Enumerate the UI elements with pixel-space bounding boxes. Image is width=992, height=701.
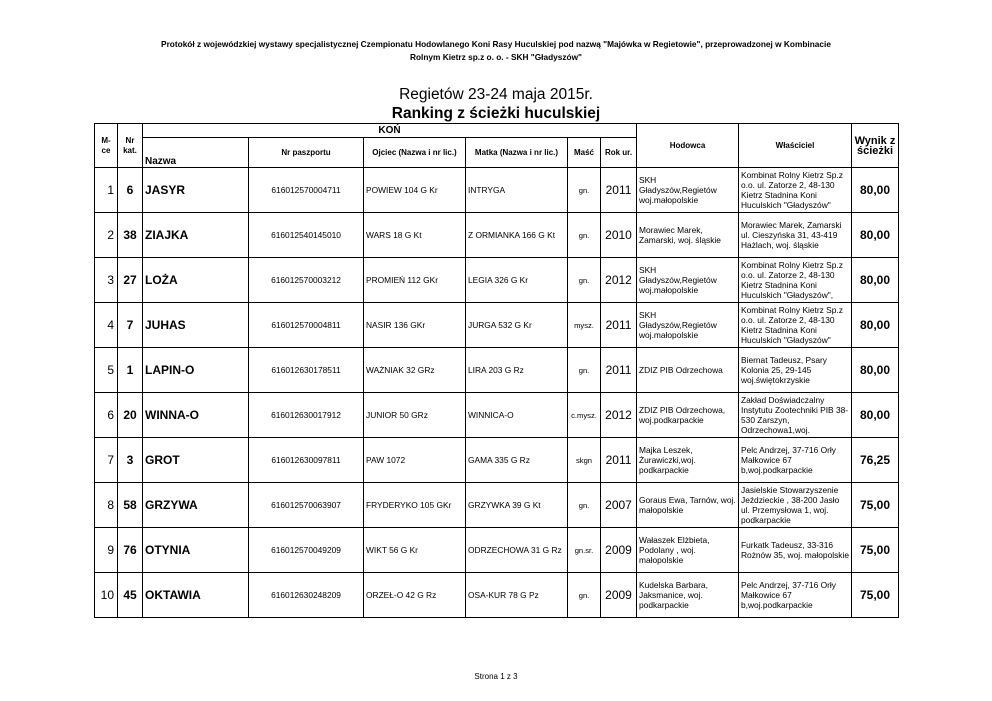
cell-horse-name: OKTAWIA bbox=[143, 573, 249, 618]
cell-passport: 616012570004711 bbox=[249, 168, 364, 213]
cell-colour: gn. bbox=[568, 258, 601, 303]
page-number: Strona 1 z 3 bbox=[474, 672, 518, 681]
cell-score: 76,25 bbox=[852, 438, 899, 483]
col-wlasciciel-header: Właściciel bbox=[739, 124, 852, 168]
ranking-title: Ranking z ścieżki huculskiej bbox=[391, 105, 601, 122]
cell-score: 80,00 bbox=[852, 348, 899, 393]
cell-nr-kat: 1 bbox=[118, 348, 143, 393]
cell-colour: gn. bbox=[568, 348, 601, 393]
cell-nr-kat: 76 bbox=[118, 528, 143, 573]
cell-sire: WIKT 56 G Kr bbox=[364, 528, 466, 573]
cell-birth-year: 2010 bbox=[601, 213, 637, 258]
cell-sire: NASIR 136 GKr bbox=[364, 303, 466, 348]
cell-horse-name: GROT bbox=[143, 438, 249, 483]
cell-horse-name: LAPIN-O bbox=[143, 348, 249, 393]
cell-owner: Kombinat Rolny Kietrz Sp.z o.o. ul. Zatorze 2, 48-130 Kietrz Stadnina Koni Huculskich "Gładyszów", bbox=[739, 258, 852, 303]
cell-nr-kat: 58 bbox=[118, 483, 143, 528]
col-wynik-header: Wynik z ścieżki bbox=[852, 124, 899, 168]
cell-dam: GAMA 335 G Rz bbox=[466, 438, 568, 483]
col-masc-header: Maść bbox=[568, 138, 601, 168]
cell-passport: 616012570049209 bbox=[249, 528, 364, 573]
cell-sire: ORZEŁ-O 42 G Rz bbox=[364, 573, 466, 618]
cell-place: 8 bbox=[95, 483, 118, 528]
col-nr-kat-header: Nr kat. bbox=[118, 124, 143, 168]
cell-colour: gn. bbox=[568, 483, 601, 528]
cell-horse-name: GRZYWA bbox=[143, 483, 249, 528]
cell-place: 5 bbox=[95, 348, 118, 393]
cell-birth-year: 2011 bbox=[601, 348, 637, 393]
cell-score: 80,00 bbox=[852, 393, 899, 438]
table-row bbox=[95, 528, 899, 573]
cell-horse-name: JUHAS bbox=[143, 303, 249, 348]
cell-dam: OSA-KUR 78 G Pz bbox=[466, 573, 568, 618]
ranking-body bbox=[95, 168, 899, 618]
cell-passport: 616012630248209 bbox=[249, 573, 364, 618]
cell-score: 80,00 bbox=[852, 168, 899, 213]
cell-colour: gn.sr. bbox=[568, 528, 601, 573]
cell-passport: 616012570063907 bbox=[249, 483, 364, 528]
cell-dam: GRZYWKA 39 G Kt bbox=[466, 483, 568, 528]
cell-colour: gn. bbox=[568, 573, 601, 618]
table-row bbox=[95, 303, 899, 348]
cell-sire: PROMIEŃ 112 GKr bbox=[364, 258, 466, 303]
cell-breeder: Kudelska Barbara, Jaksmanice, woj. podkarpackie bbox=[637, 573, 739, 618]
cell-place: 1 bbox=[95, 168, 118, 213]
cell-place: 4 bbox=[95, 303, 118, 348]
cell-dam: ODRZECHOWA 31 G Rz bbox=[466, 528, 568, 573]
cell-owner: Kombinat Rolny Kietrz Sp.z o.o. ul. Zatorze 2, 48-130 Kietrz Stadnina Koni Huculskich "Gładyszów" bbox=[739, 303, 852, 348]
cell-sire: JUNIOR 50 GRz bbox=[364, 393, 466, 438]
cell-horse-name: ZIAJKA bbox=[143, 213, 249, 258]
cell-horse-name: JASYR bbox=[143, 168, 249, 213]
cell-breeder: ZDIZ PIB Odrzechowa bbox=[637, 348, 739, 393]
cell-sire: WARS 18 G Kt bbox=[364, 213, 466, 258]
cell-sire: WAŻNIAK 32 GRz bbox=[364, 348, 466, 393]
table-row bbox=[95, 393, 899, 438]
col-mce-header: M-ce bbox=[95, 124, 118, 168]
cell-owner: Kombinat Rolny Kietrz Sp.z o.o. ul. Zatorze 2, 48-130 Kietrz Stadnina Koni Huculskich "Gładyszów" bbox=[739, 168, 852, 213]
cell-passport: 616012630178511 bbox=[249, 348, 364, 393]
col-ojciec-header: Ojciec (Nazwa i nr lic.) bbox=[364, 138, 466, 168]
cell-place: 6 bbox=[95, 393, 118, 438]
cell-colour: mysz. bbox=[568, 303, 601, 348]
col-matka-header: Matka (Nazwa i nr lic.) bbox=[466, 138, 568, 168]
cell-dam: LEGIA 326 G Kr bbox=[466, 258, 568, 303]
cell-breeder: Majka Leszek, Żurawiczki,woj. podkarpackie bbox=[637, 438, 739, 483]
cell-owner: Pelc Andrzej, 37-716 Orły Małkowice 67 b,woj.podkarpackie bbox=[739, 438, 852, 483]
protocol-header bbox=[0, 38, 992, 64]
cell-sire: POWIEW 104 G Kr bbox=[364, 168, 466, 213]
cell-birth-year: 2011 bbox=[601, 438, 637, 483]
cell-passport: 616012540145010 bbox=[249, 213, 364, 258]
cell-birth-year: 2012 bbox=[601, 258, 637, 303]
cell-sire: PAW 1072 bbox=[364, 438, 466, 483]
cell-breeder: SKH Gładyszów,Regietów woj.małopolskie bbox=[637, 303, 739, 348]
cell-owner: Morawiec Marek, Zamarski ul. Cieszyńska 31, 43-419 Hażlach, woj. śląskie bbox=[739, 213, 852, 258]
cell-nr-kat: 27 bbox=[118, 258, 143, 303]
cell-score: 80,00 bbox=[852, 258, 899, 303]
cell-colour: c.mysz. bbox=[568, 393, 601, 438]
cell-place: 10 bbox=[95, 573, 118, 618]
cell-nr-kat: 45 bbox=[118, 573, 143, 618]
col-nazwa-header: Nazwa bbox=[143, 138, 249, 168]
col-kon-header: KOŃ bbox=[143, 124, 637, 138]
cell-nr-kat: 20 bbox=[118, 393, 143, 438]
cell-dam: JURGA 532 G Kr bbox=[466, 303, 568, 348]
cell-score: 75,00 bbox=[852, 483, 899, 528]
cell-passport: 616012570004811 bbox=[249, 303, 364, 348]
cell-birth-year: 2009 bbox=[601, 573, 637, 618]
cell-score: 75,00 bbox=[852, 573, 899, 618]
ranking-table bbox=[94, 123, 899, 618]
cell-breeder: Goraus Ewa, Tarnów, woj. małopolskie bbox=[637, 483, 739, 528]
col-rok-header: Rok ur. bbox=[601, 138, 637, 168]
table-row bbox=[95, 348, 899, 393]
cell-birth-year: 2009 bbox=[601, 528, 637, 573]
cell-nr-kat: 38 bbox=[118, 213, 143, 258]
cell-breeder: ZDIZ PIB Odrzechowa, woj.podkarpackie bbox=[637, 393, 739, 438]
cell-passport: 616012570003212 bbox=[249, 258, 364, 303]
cell-dam: WINNICA-O bbox=[466, 393, 568, 438]
cell-breeder: SKH Gładyszów,Regietów woj.małopolskie bbox=[637, 168, 739, 213]
cell-breeder: SKH Gładyszów,Regietów woj.małopolskie bbox=[637, 258, 739, 303]
cell-breeder: Morawiec Marek, Zamarski, woj. śląskie bbox=[637, 213, 739, 258]
cell-horse-name: WINNA-O bbox=[143, 393, 249, 438]
cell-owner: Biernat Tadeusz, Psary Kolonia 25, 29-145 woj.świętokrzyskie bbox=[739, 348, 852, 393]
cell-place: 7 bbox=[95, 438, 118, 483]
protocol-header-line1: Protokół z wojewódzkiej wystawy specjalistycznej Czempionatu Hodowlanego Koni Rasy Huculskiej pod nazwą "Majówka w Regietowie", przeprowadzonej w Kombinacie bbox=[161, 39, 831, 49]
cell-dam: INTRYGA bbox=[466, 168, 568, 213]
cell-passport: 616012630097811 bbox=[249, 438, 364, 483]
cell-colour: gn. bbox=[568, 168, 601, 213]
table-row bbox=[95, 438, 899, 483]
cell-score: 80,00 bbox=[852, 213, 899, 258]
table-row bbox=[95, 483, 899, 528]
cell-nr-kat: 6 bbox=[118, 168, 143, 213]
cell-owner: Zakład Doświadczalny Instytutu Zootechniki PIB 38-530 Zarszyn, Odrzechowa1,woj. bbox=[739, 393, 852, 438]
cell-dam: Z ORMIANKA 166 G Kt bbox=[466, 213, 568, 258]
protocol-header-line2: Rolnym Kietrz sp.z o. o. - SKH "Gładyszów" bbox=[410, 52, 582, 62]
cell-owner: Furkatk Tadeusz, 33-316 Rożnów 35, woj. małopolskie bbox=[739, 528, 852, 573]
cell-dam: LIRA 203 G Rz bbox=[466, 348, 568, 393]
cell-score: 80,00 bbox=[852, 303, 899, 348]
cell-breeder: Wałaszek Elżbieta, Podolany , woj. małopolskie bbox=[637, 528, 739, 573]
cell-nr-kat: 3 bbox=[118, 438, 143, 483]
cell-birth-year: 2012 bbox=[601, 393, 637, 438]
col-paszport-header: Nr paszportu bbox=[249, 138, 364, 168]
cell-horse-name: OTYNIA bbox=[143, 528, 249, 573]
cell-horse-name: LOŻA bbox=[143, 258, 249, 303]
cell-birth-year: 2007 bbox=[601, 483, 637, 528]
table-row bbox=[95, 258, 899, 303]
cell-birth-year: 2011 bbox=[601, 168, 637, 213]
cell-colour: gn. bbox=[568, 213, 601, 258]
col-hodowca-header: Hodowca bbox=[637, 124, 739, 168]
table-row bbox=[95, 168, 899, 213]
cell-owner: Jasielskie Stowarzyszenie Jeździeckie , 38-200 Jasło ul. Przemysłowa 1, woj. podkarpackie bbox=[739, 483, 852, 528]
cell-place: 9 bbox=[95, 528, 118, 573]
cell-score: 75,00 bbox=[852, 528, 899, 573]
cell-sire: FRYDERYKO 105 GKr bbox=[364, 483, 466, 528]
cell-nr-kat: 7 bbox=[118, 303, 143, 348]
cell-place: 3 bbox=[95, 258, 118, 303]
cell-passport: 616012630017912 bbox=[249, 393, 364, 438]
cell-owner: Pelc Andrzej, 37-716 Orły Małkowice 67 b,woj.podkarpackie bbox=[739, 573, 852, 618]
cell-colour: skgn bbox=[568, 438, 601, 483]
table-row bbox=[95, 213, 899, 258]
event-date: Regietów 23-24 maja 2015r. bbox=[399, 86, 593, 103]
table-row bbox=[95, 573, 899, 618]
cell-place: 2 bbox=[95, 213, 118, 258]
cell-birth-year: 2011 bbox=[601, 303, 637, 348]
